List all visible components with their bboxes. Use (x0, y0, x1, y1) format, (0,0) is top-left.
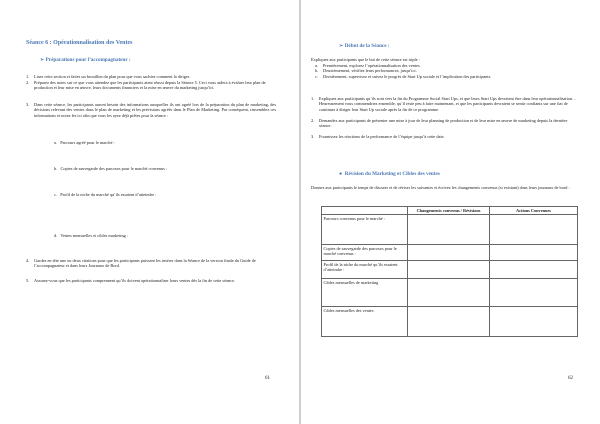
item-number: 5. (26, 278, 30, 283)
goal-c (315, 74, 577, 79)
item-text: Demandez aux participants de présenter une mise à jour de leur planning de production et de leur mise en œuvre de marketing depuis la dernière séance. (319, 117, 568, 129)
sub-item-d (54, 233, 128, 238)
item-text: Dans cette séance, les participants auront besoin des informations auxquelles ils ont agréé lors de la préparation du plan de marketing, des décisions relevant des ventes dans le plan de marketing et les prévisions agréés dans le Plan de Marketing. Par conséquent, rassemblez ces informations et notez les ici afin que vous les ayez déjà prêtes pour la séance : (34, 102, 276, 118)
table-header-row (322, 207, 578, 215)
item-letter: d. (54, 233, 58, 238)
left-page (0, 0, 299, 424)
table-cell[interactable] (490, 279, 578, 307)
intro-text: Expliquez aux participants que le but de cette séance est triple : (311, 57, 420, 62)
item-number: 2. (26, 80, 30, 85)
prep-item-1 (26, 74, 276, 79)
prep-item-5 (26, 278, 276, 283)
steps-list (311, 96, 579, 140)
bullet-icon: ● (339, 171, 343, 177)
row-label: Cibles mensuelles des ventes (322, 307, 408, 337)
item-number: 1. (26, 74, 30, 79)
table-cell[interactable] (490, 307, 578, 337)
page-number: 61 (265, 376, 270, 381)
item-text: Expliquez aux participants qu’ils sont vers la fin du Programme Social Start Ups, et que leurs Start Ups devraient être dans leur opérationnalisation… Heureusement vous commendriez ensemble, qu’il reste peu à faire maintenant, et que les participants devraient se sentir confiants sur une fiat de continuer à diriger leur Start Up sociale après la fin de ce programme. (319, 96, 577, 112)
item-text: Deuxièmement, vérifiez leurs performances, jusqu’ici. (323, 68, 417, 74)
prep-item-4 (26, 258, 276, 269)
goals-list (315, 63, 577, 79)
item-text: Premièrement, explorez l’opérationnalisation des ventes. (323, 63, 421, 68)
item-text: Dernièrement, supervisez et suivez le progrès de Start Up sociale et l’implication des participants. (323, 73, 492, 79)
table-row (322, 245, 578, 261)
item-letter: c. (54, 192, 57, 197)
step-2 (311, 118, 579, 129)
table-cell[interactable] (408, 215, 490, 245)
prep-item-2 (26, 80, 276, 91)
right-page (301, 0, 600, 424)
item-letter: c. (315, 73, 318, 79)
item-number: 4. (26, 258, 30, 263)
item-text: Ventes mensuelles et cibles marketing : (60, 233, 129, 238)
table-cell[interactable] (408, 245, 490, 261)
table-cell[interactable] (490, 261, 578, 279)
sub-item-c (54, 192, 156, 197)
row-label: Copies de sauvegarde des parcours pour le marché convenus : (322, 245, 408, 261)
item-text: Préparez des notes sur ce que vous attendez que les participants aient réussi depuis la Séance 5. Ceci vous aidera à évaluer leur plan de production et leur mise en œuvre, leurs documents financiers et la mise en œuvre du marketing jusqu’ici. (34, 80, 266, 91)
table-header (322, 207, 408, 215)
item-number: 2. (311, 117, 315, 123)
review-table (321, 206, 578, 337)
item-text: Parcours agréé pour le marché : (60, 140, 115, 145)
table-row (322, 279, 578, 307)
section-heading-text: Révision du Marketing et Cibles des ventes (344, 171, 440, 177)
table-cell[interactable] (490, 245, 578, 261)
item-text: Assurez-vous que les participants comprennent qu’ils doivent opérationnaliser leurs ventes dès la fin de cette séance. (34, 278, 235, 283)
table-cell[interactable] (408, 279, 490, 307)
start-subheading: ➢ Début de la Séance : (339, 43, 390, 49)
item-text: Copies de sauvegarde des parcours pour le marché convenus : (60, 166, 168, 171)
item-letter: b. (54, 166, 58, 171)
item-text: Gardez en tête une ou deux citations pour que les participants puissent les insérer dans la Séance de la version finale du Guide de l’accompagnateur et dans leurs Journaux de Bord. (34, 258, 256, 269)
item-letter: b. (315, 68, 319, 74)
sub-item-b (54, 166, 167, 171)
table-row (322, 307, 578, 337)
table-cell[interactable] (408, 261, 490, 279)
table-header: Changements convenus / Révisions (408, 207, 490, 215)
section-intro: Donnez aux participants le temps de discuter et de réviser les suivantes et écrivez les changements convenus (si existant) dans leurs journaux de bord : (311, 185, 570, 190)
step-3 (311, 134, 579, 139)
row-label: Profil de la niche du marché qu’ils essaient d’atteindre : (322, 261, 408, 279)
step-1 (311, 96, 579, 112)
item-text: Profil de la niche du marché qu’ils essaient d’atteindre : (60, 192, 157, 197)
table-row (322, 215, 578, 245)
session-title: Séance 6 : Opérationnalisation des Ventes (26, 40, 133, 46)
item-number: 3. (311, 134, 315, 140)
item-number: 1. (311, 96, 315, 101)
row-label: Parcours convenus pour le marché : (322, 215, 408, 245)
row-label: Cibles mensuelles de marketing (322, 279, 408, 307)
prep-subheading: ➢ Préparations pour l’accompagnateur : (40, 57, 131, 63)
section-heading (339, 171, 440, 177)
item-text: Lisez cette section et faites un brouillon du plan pour que vous sachiez comment la diriger. (34, 74, 191, 79)
item-text: Fournissez les réactions de la performance de l’équipe jusqu’à cette date. (319, 134, 445, 140)
item-letter: a. (315, 63, 318, 68)
prep-item-3 (26, 102, 276, 118)
page-number: 62 (568, 376, 573, 381)
sub-item-a (54, 140, 115, 145)
item-number: 3. (26, 102, 30, 107)
table-row (322, 261, 578, 279)
table-cell[interactable] (408, 307, 490, 337)
table-cell[interactable] (490, 215, 578, 245)
table-header: Actions Convenues (490, 207, 578, 215)
item-letter: a. (54, 140, 57, 145)
